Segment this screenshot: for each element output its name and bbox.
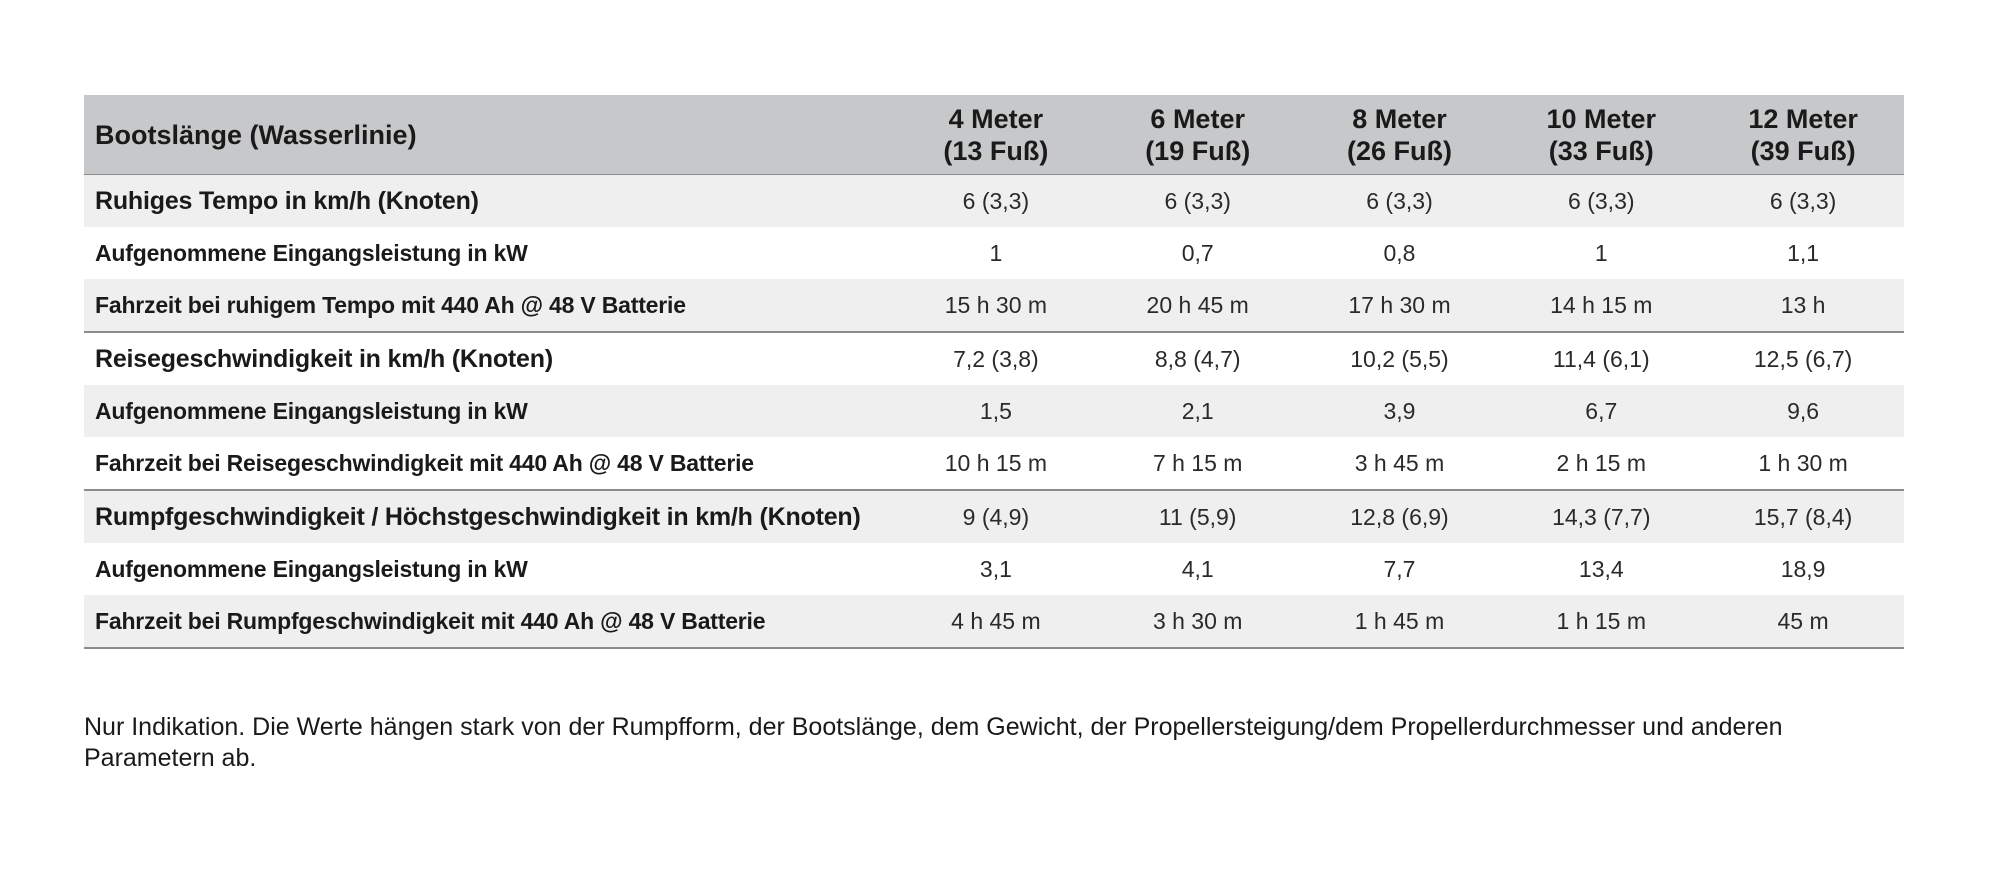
table-row bbox=[84, 595, 1904, 648]
row-label: Aufgenommene Eingangsleistung in kW bbox=[84, 227, 895, 279]
table-cell: 20 h 45 m bbox=[1097, 279, 1299, 332]
performance-table bbox=[84, 95, 1904, 649]
table-cell: 6 (3,3) bbox=[1702, 175, 1904, 228]
table-cell: 10,2 (5,5) bbox=[1299, 332, 1501, 385]
table-cell: 12,5 (6,7) bbox=[1702, 332, 1904, 385]
table-cell: 3 h 30 m bbox=[1097, 595, 1299, 648]
header-column-length: 6 Meter bbox=[1150, 103, 1245, 134]
table-row bbox=[84, 332, 1904, 385]
header-column-feet: (26 Fuß) bbox=[1346, 135, 1452, 166]
header-column-feet: (39 Fuß) bbox=[1750, 135, 1856, 166]
table-row bbox=[84, 227, 1904, 279]
header-column-length: 10 Meter bbox=[1546, 103, 1657, 134]
header-column-feet: (19 Fuß) bbox=[1145, 135, 1251, 166]
table-cell: 4 h 45 m bbox=[895, 595, 1097, 648]
header-column-length: 4 Meter bbox=[948, 103, 1044, 134]
table-cell: 3 h 45 m bbox=[1299, 437, 1501, 490]
table-cell: 13 h bbox=[1702, 279, 1904, 332]
table-cell: 15,7 (8,4) bbox=[1702, 490, 1904, 543]
table-cell: 1,5 bbox=[895, 385, 1097, 437]
row-label: Fahrzeit bei Reisegeschwindigkeit mit 440 Ah @ 48 V Batterie bbox=[84, 437, 895, 490]
table-cell: 6 (3,3) bbox=[1097, 175, 1299, 228]
table-cell: 7,2 (3,8) bbox=[895, 332, 1097, 385]
header-column-length: 12 Meter bbox=[1748, 103, 1858, 134]
header-boat-length: Bootslänge (Wasserlinie) bbox=[84, 95, 895, 175]
row-label: Fahrzeit bei Rumpfgeschwindigkeit mit 440 Ah @ 48 V Batterie bbox=[84, 595, 895, 648]
table-cell: 3,1 bbox=[895, 543, 1097, 595]
performance-table-container bbox=[84, 95, 1904, 649]
row-label: Rumpfgeschwindigkeit / Höchstgeschwindigkeit in km/h (Knoten) bbox=[84, 490, 895, 543]
row-label: Reisegeschwindigkeit in km/h (Knoten) bbox=[84, 332, 895, 385]
table-cell: 1 bbox=[1500, 227, 1702, 279]
header-column-feet: (33 Fuß) bbox=[1548, 135, 1654, 166]
table-cell: 15 h 30 m bbox=[895, 279, 1097, 332]
table-cell: 0,8 bbox=[1299, 227, 1501, 279]
header-column-12m bbox=[1702, 95, 1904, 175]
table-row bbox=[84, 175, 1904, 228]
header-column-8m bbox=[1299, 95, 1501, 175]
table-cell: 17 h 30 m bbox=[1299, 279, 1501, 332]
table-row bbox=[84, 385, 1904, 437]
table-cell: 45 m bbox=[1702, 595, 1904, 648]
table-cell: 6 (3,3) bbox=[1299, 175, 1501, 228]
table-row bbox=[84, 437, 1904, 490]
table-header-row bbox=[84, 95, 1904, 175]
header-column-feet: (13 Fuß) bbox=[943, 135, 1049, 166]
table-cell: 2 h 15 m bbox=[1500, 437, 1702, 490]
table-cell: 12,8 (6,9) bbox=[1299, 490, 1501, 543]
table-cell: 18,9 bbox=[1702, 543, 1904, 595]
table-row bbox=[84, 543, 1904, 595]
table-cell: 6 (3,3) bbox=[895, 175, 1097, 228]
table-cell: 11 (5,9) bbox=[1097, 490, 1299, 543]
table-cell: 11,4 (6,1) bbox=[1500, 332, 1702, 385]
table-cell: 6 (3,3) bbox=[1500, 175, 1702, 228]
table-cell: 9,6 bbox=[1702, 385, 1904, 437]
table-cell: 1,1 bbox=[1702, 227, 1904, 279]
table-cell: 13,4 bbox=[1500, 543, 1702, 595]
table-cell: 1 h 15 m bbox=[1500, 595, 1702, 648]
table-cell: 9 (4,9) bbox=[895, 490, 1097, 543]
row-label: Aufgenommene Eingangsleistung in kW bbox=[84, 543, 895, 595]
table-row bbox=[84, 490, 1904, 543]
table-cell: 3,9 bbox=[1299, 385, 1501, 437]
table-cell: 14,3 (7,7) bbox=[1500, 490, 1702, 543]
table-cell: 4,1 bbox=[1097, 543, 1299, 595]
header-column-10m bbox=[1500, 95, 1702, 175]
table-cell: 2,1 bbox=[1097, 385, 1299, 437]
table-row bbox=[84, 279, 1904, 332]
table-cell: 10 h 15 m bbox=[895, 437, 1097, 490]
table-cell: 1 bbox=[895, 227, 1097, 279]
header-column-4m bbox=[895, 95, 1097, 175]
footnote: Nur Indikation. Die Werte hängen stark von der Rumpfform, der Bootslänge, dem Gewicht, der Propellersteigung/dem Propellerdurchmesser und anderen Parametern ab. bbox=[84, 713, 1783, 772]
table-cell: 8,8 (4,7) bbox=[1097, 332, 1299, 385]
row-label: Ruhiges Tempo in km/h (Knoten) bbox=[84, 175, 895, 228]
table-cell: 7,7 bbox=[1299, 543, 1501, 595]
table-cell: 7 h 15 m bbox=[1097, 437, 1299, 490]
table-cell: 0,7 bbox=[1097, 227, 1299, 279]
table-cell: 14 h 15 m bbox=[1500, 279, 1702, 332]
table-cell: 1 h 30 m bbox=[1702, 437, 1904, 490]
header-column-6m bbox=[1097, 95, 1299, 175]
table-cell: 6,7 bbox=[1500, 385, 1702, 437]
header-column-length: 8 Meter bbox=[1352, 103, 1447, 134]
row-label: Aufgenommene Eingangsleistung in kW bbox=[84, 385, 895, 437]
table-cell: 1 h 45 m bbox=[1299, 595, 1501, 648]
row-label: Fahrzeit bei ruhigem Tempo mit 440 Ah @ 48 V Batterie bbox=[84, 279, 895, 332]
